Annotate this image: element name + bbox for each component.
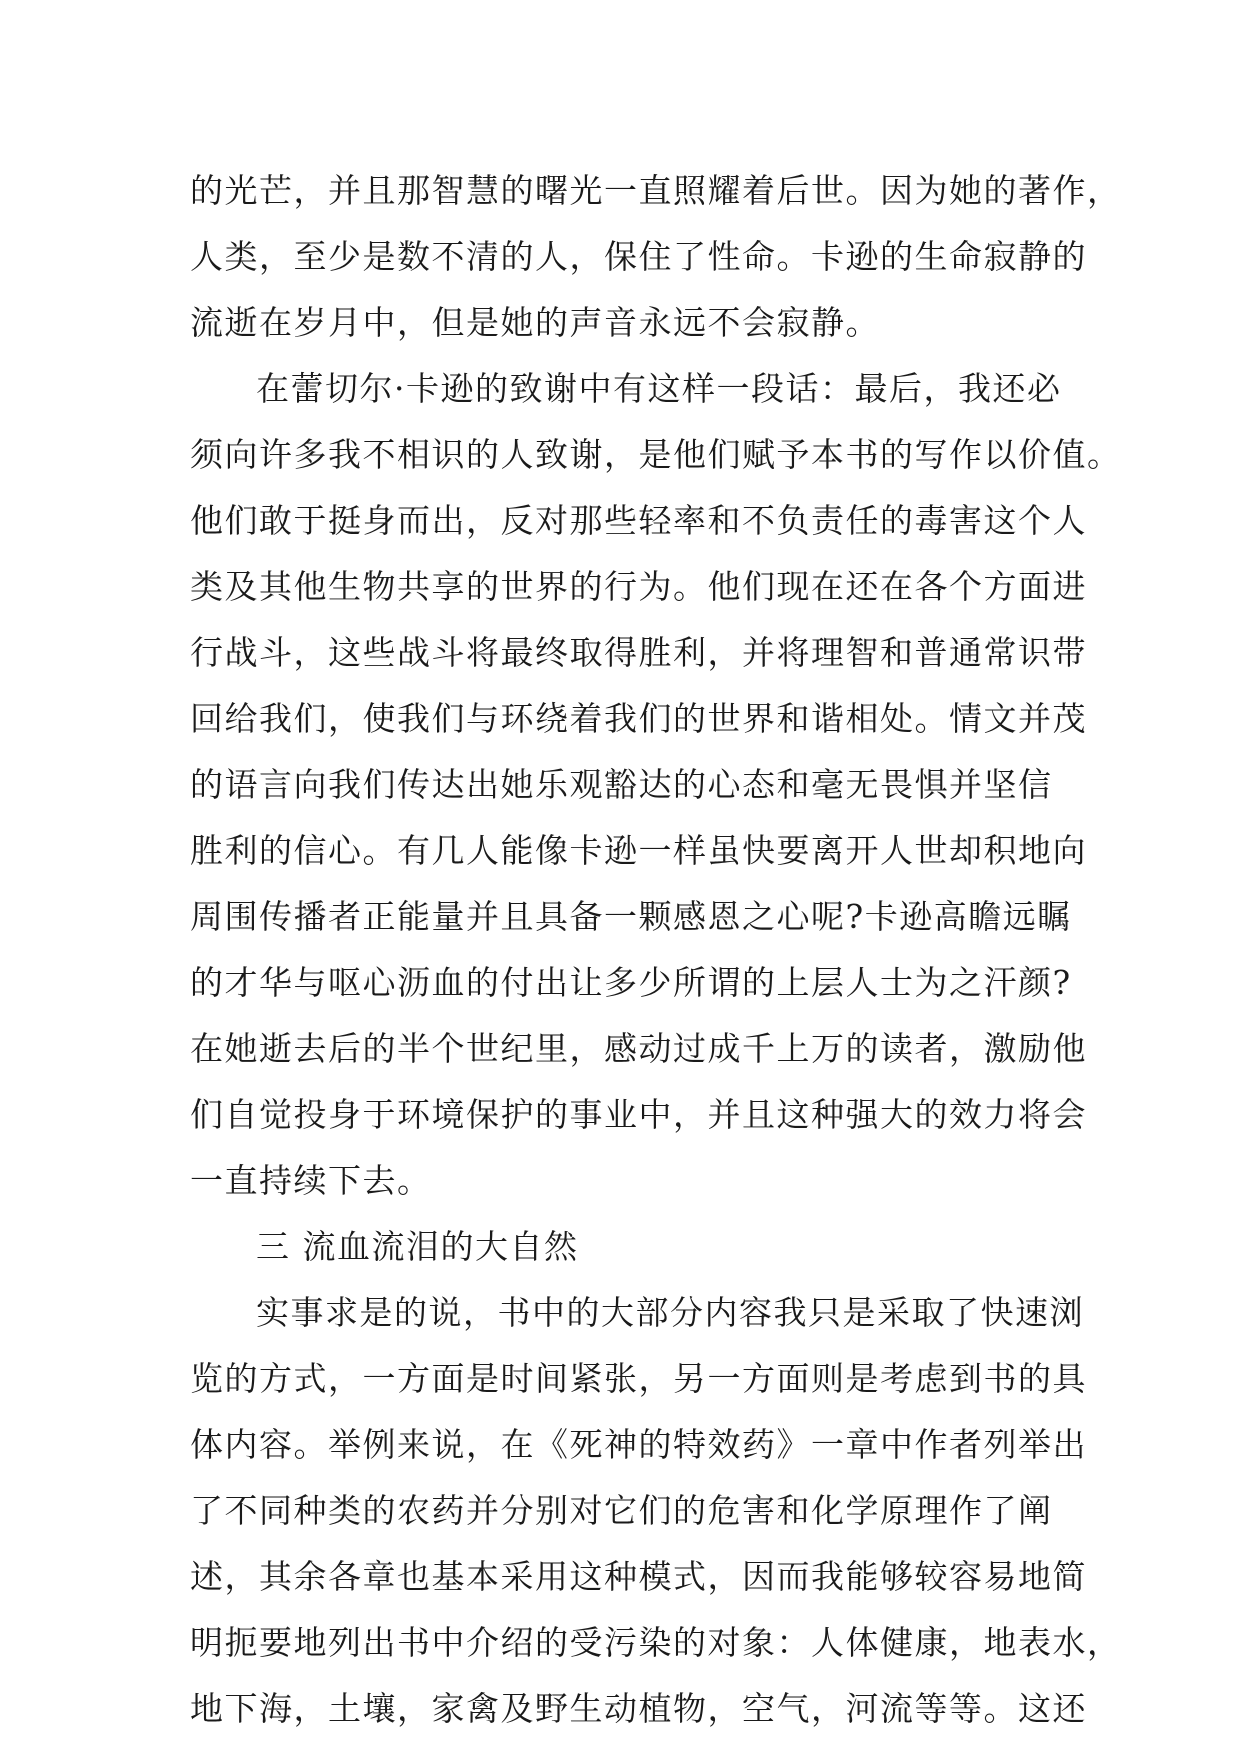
text-line: 他们敢于挺身而出，反对那些轻率和不负责任的毒害这个人 (190, 501, 1087, 540)
text-line: 地下海，土壤，家禽及野生动植物，空气，河流等等。这还 (190, 1689, 1087, 1728)
text-line: 的光芒，并且那智慧的曙光一直照耀着后世。因为她的著作， (190, 171, 1122, 210)
text-line: 行战斗，这些战斗将最终取得胜利，并将理智和普通常识带 (190, 633, 1087, 672)
text-line: 明扼要地列出书中介绍的受污染的对象：人体健康，地表水， (190, 1623, 1122, 1662)
paragraph-first-line: 实事求是的说，书中的大部分内容我只是采取了快速浏 (256, 1293, 1084, 1332)
text-line: 流逝在岁月中，但是她的声音永远不会寂静。 (190, 303, 880, 342)
text-line: 周围传播者正能量并且具备一颗感恩之心呢?卡逊高瞻远瞩 (190, 897, 1072, 936)
text-line: 胜利的信心。有几人能像卡逊一样虽快要离开人世却积地向 (190, 831, 1087, 870)
text-line: 回给我们，使我们与环绕着我们的世界和谐相处。情文并茂 (190, 699, 1087, 738)
text-line: 们自觉投身于环境保护的事业中，并且这种强大的效力将会 (190, 1095, 1087, 1134)
section-heading: 三 流血流泪的大自然 (256, 1227, 579, 1266)
text-line: 的才华与呕心沥血的付出让多少所谓的上层人士为之汗颜? (190, 963, 1072, 1002)
text-line: 一直持续下去。 (190, 1161, 432, 1200)
text-line: 在她逝去后的半个世纪里，感动过成千上万的读者，激励他 (190, 1029, 1087, 1068)
text-line: 的语言向我们传达出她乐观豁达的心态和毫无畏惧并坚信 (190, 765, 1053, 804)
text-line: 了不同种类的农药并分别对它们的危害和化学原理作了阐 (190, 1491, 1053, 1530)
text-line: 体内容。举例来说，在《死神的特效药》一章中作者列举出 (190, 1425, 1087, 1464)
text-line: 须向许多我不相识的人致谢，是他们赋予本书的写作以价值。 (190, 435, 1122, 474)
paragraph-first-line: 在蕾切尔·卡逊的致谢中有这样一段话：最后，我还必 (256, 369, 1062, 408)
text-line: 人类，至少是数不清的人，保住了性命。卡逊的生命寂静的 (190, 237, 1087, 276)
text-line: 述，其余各章也基本采用这种模式，因而我能够较容易地简 (190, 1557, 1087, 1596)
document-body (190, 158, 1122, 1742)
text-line: 览的方式，一方面是时间紧张，另一方面则是考虑到书的具 (190, 1359, 1087, 1398)
text-line: 类及其他生物共享的世界的行为。他们现在还在各个方面进 (190, 567, 1087, 606)
